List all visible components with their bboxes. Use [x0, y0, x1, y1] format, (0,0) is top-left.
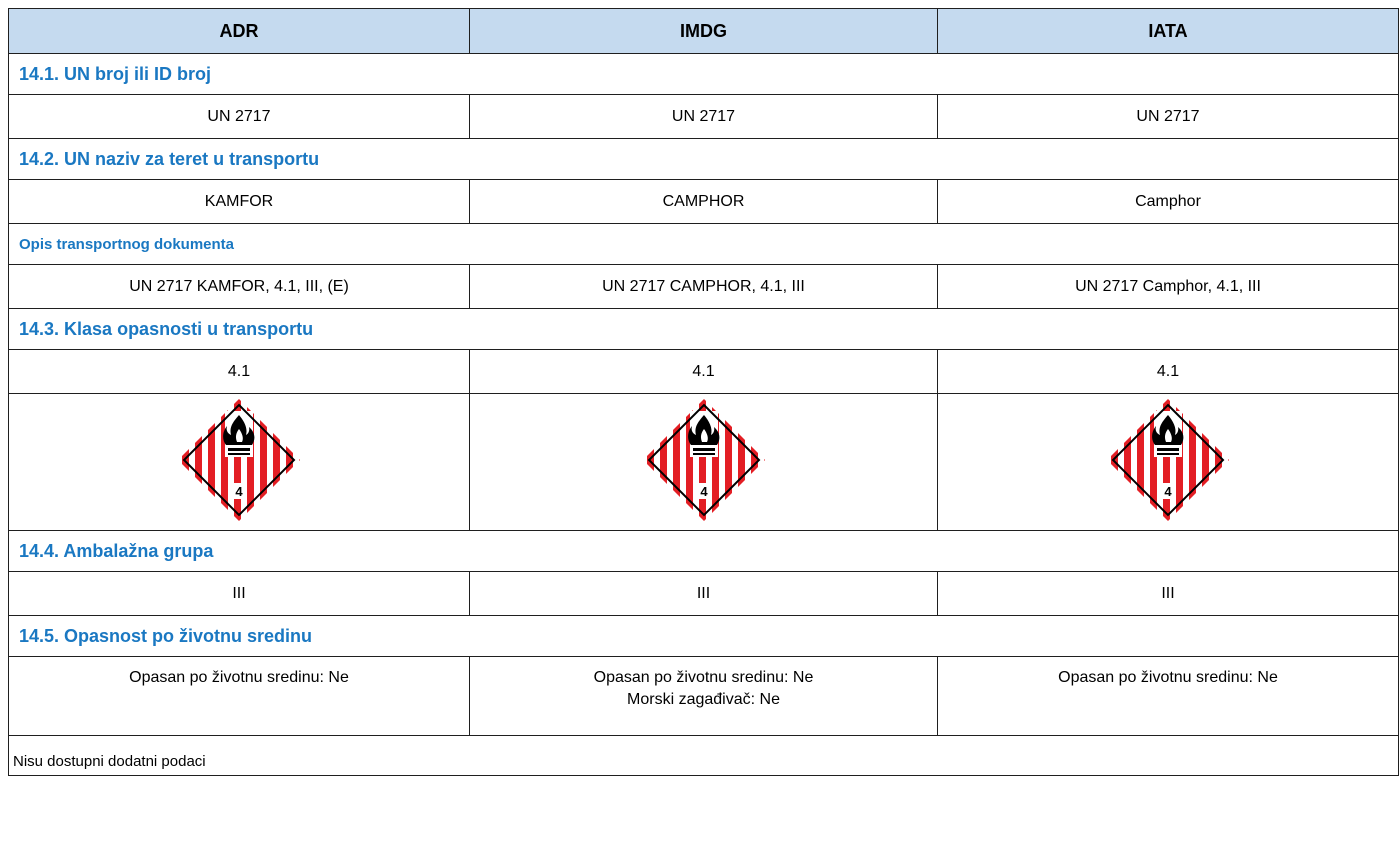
transport-info-table — [8, 8, 1399, 776]
un-number-imdg: UN 2717 — [470, 95, 938, 139]
section-title-hazard-class: 14.3. Klasa opasnosti u transportu — [9, 309, 1399, 350]
pictogram-cell-adr — [9, 394, 470, 531]
hazard-class-adr: 4.1 — [9, 350, 470, 394]
hazard-class-iata: 4.1 — [938, 350, 1399, 394]
environment-hazard-text: Opasan po životnu sredinu: Ne — [1058, 669, 1278, 686]
transport-doc-iata: UN 2717 Camphor, 4.1, III — [938, 265, 1399, 309]
pictogram-row — [9, 394, 1399, 531]
svg-text:4: 4 — [699, 483, 708, 499]
value-row — [9, 657, 1399, 736]
shipping-name-adr: KAMFOR — [9, 180, 470, 224]
additional-info-note: Nisu dostupni dodatni podaci — [9, 736, 1399, 776]
un-number-iata: UN 2717 — [938, 95, 1399, 139]
section-row — [9, 309, 1399, 350]
shipping-name-imdg: CAMPHOR — [470, 180, 938, 224]
footer-row — [9, 736, 1399, 776]
value-row — [9, 265, 1399, 309]
value-row — [9, 95, 1399, 139]
section-row — [9, 139, 1399, 180]
section-row — [9, 54, 1399, 95]
pictogram-cell-iata — [938, 394, 1399, 531]
column-header-imdg: IMDG — [470, 9, 938, 54]
environment-adr — [9, 657, 470, 736]
value-row — [9, 180, 1399, 224]
shipping-name-iata: Camphor — [938, 180, 1399, 224]
section-title-un-number: 14.1. UN broj ili ID broj — [9, 54, 1399, 95]
transport-doc-imdg: UN 2717 CAMPHOR, 4.1, III — [470, 265, 938, 309]
section-title-environment: 14.5. Opasnost po životnu sredinu — [9, 616, 1399, 657]
environment-iata — [938, 657, 1399, 736]
pictogram-cell-imdg — [470, 394, 938, 531]
packing-group-adr: III — [9, 572, 470, 616]
section-row — [9, 531, 1399, 572]
transport-doc-adr: UN 2717 KAMFOR, 4.1, III, (E) — [9, 265, 470, 309]
flammable-solid-class-4-1-icon — [641, 397, 767, 523]
flammable-solid-class-4-1-icon — [1105, 397, 1231, 523]
flammable-solid-class-4-1-icon — [176, 397, 302, 523]
marine-pollutant-text: Morski zagađivač: Ne — [627, 691, 780, 708]
un-number-adr: UN 2717 — [9, 95, 470, 139]
section-title-packing-group: 14.4. Ambalažna grupa — [9, 531, 1399, 572]
packing-group-iata: III — [938, 572, 1399, 616]
section-title-shipping-name: 14.2. UN naziv za teret u transportu — [9, 139, 1399, 180]
section-row — [9, 616, 1399, 657]
value-row — [9, 350, 1399, 394]
svg-text:4: 4 — [235, 483, 243, 499]
section-row — [9, 224, 1399, 265]
section-title-transport-document: Opis transportnog dokumenta — [9, 224, 1399, 265]
hazard-class-imdg: 4.1 — [470, 350, 938, 394]
packing-group-imdg: III — [470, 572, 938, 616]
column-header-adr: ADR — [9, 9, 470, 54]
svg-text:4: 4 — [1164, 483, 1172, 499]
environment-hazard-text: Opasan po životnu sredinu: Ne — [129, 669, 349, 686]
environment-imdg — [470, 657, 938, 736]
value-row — [9, 572, 1399, 616]
column-header-iata: IATA — [938, 9, 1399, 54]
environment-hazard-text: Opasan po životnu sredinu: Ne — [593, 669, 814, 686]
table-header-row — [9, 9, 1399, 54]
